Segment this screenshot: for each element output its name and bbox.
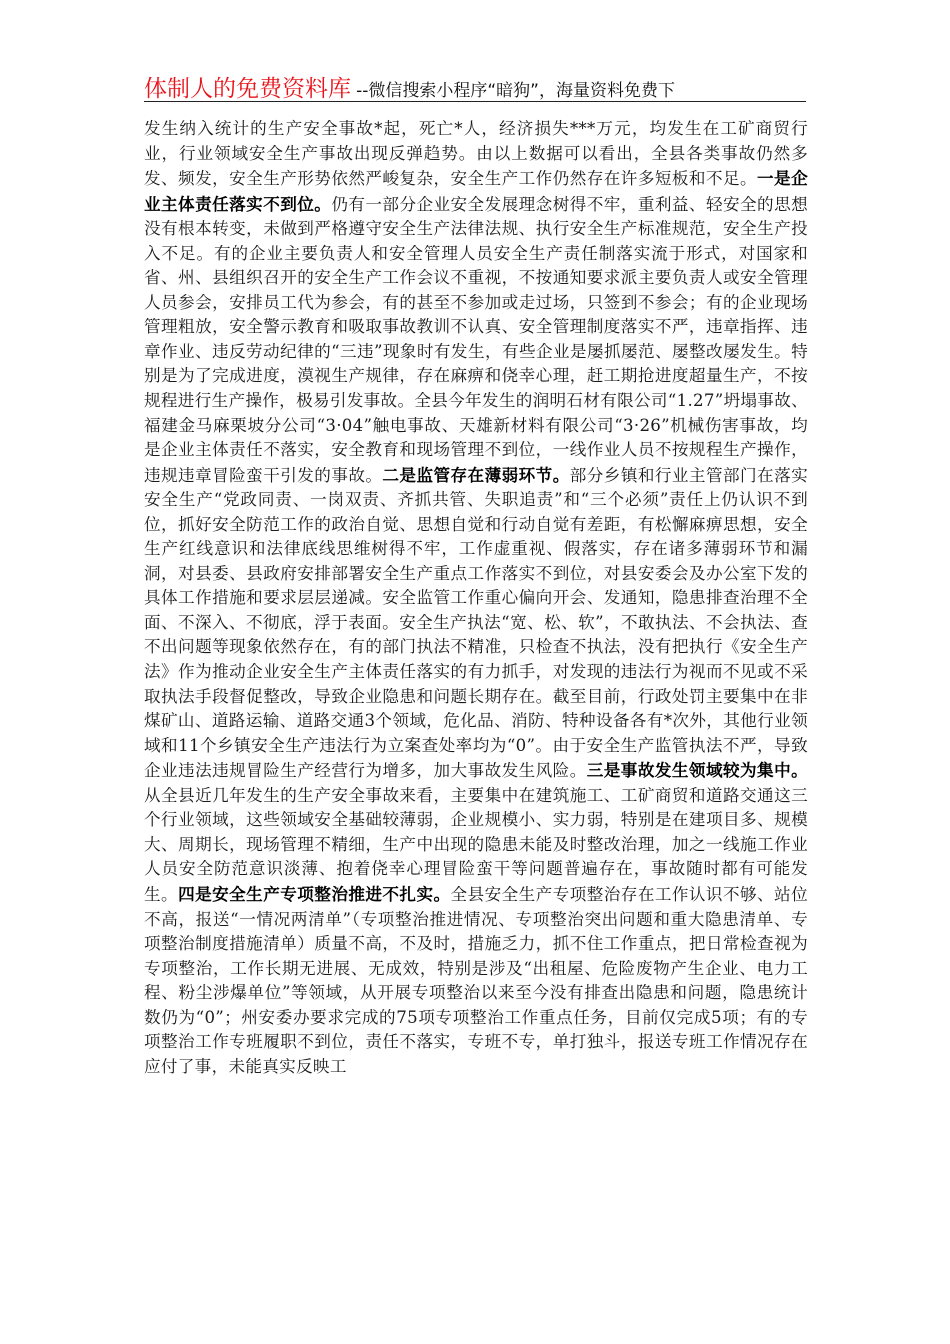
header-divider <box>144 101 806 102</box>
paragraph-text: 发生纳入统计的生产安全事故*起，死亡*人，经济损失***万元，均发生在工矿商贸行业，行业领域安全生产事故出现反弹趋势。由以上数据可以看出，全县各类事故仍然多发、频发，安全生产形势依然严峻复杂，安全生产工作仍然存在许多短板和不足。 <box>144 119 808 189</box>
header-brand: 体制人的免费资料库 <box>144 76 351 102</box>
paragraph-text: 全县安全生产专项整治存在工作认识不够、站位不高，报送“一情况两清单”（专项整治推进情况、专项整治突出问题和重大隐患清单、专项整治制度措施清单）质量不高，不及时，措施乏力，抓不住工作重点，把日常检查视为专项整治，工作长期无进展、无成效，特别是涉及“出租屋、危险废物产生企业、电力工程、粉尘涉爆单位”等领域，从开展专项整治以来至今没有排查出隐患和问题，隐患统计数仍为“0”；州安委办要求完成的75项专项整治工作重点任务，目前仅完成5项；有的专项整治工作专班履职不到位，责任不落实，专班不专，单打独斗，报送专班工作情况存在应付了事，未能真实反映工 <box>144 884 808 1076</box>
page-header <box>144 70 806 103</box>
header-tagline: --微信搜索小程序“暗狗”，海量资料免费下 <box>356 81 675 101</box>
section-heading-2: 二是监管存在薄弱环节。 <box>382 464 570 485</box>
paragraph-text: 部分乡镇和行业主管部门在落实安全生产“党政同责、一岗双责、齐抓共管、失职追责”和“三个必须”责任上仍认识不到位，抓好安全防范工作的政治自觉、思想自觉和行动自觉有差距，有松懈麻痹思想，安全生产红线意识和法律底线思维树得不牢，工作虚重视、假落实，存在诸多薄弱环节和漏洞，对县委、县政府安排部署安全生产重点工作落实不到位，对县安委会及办公室下发的具体工作措施和要求层层递减。安全监管工作重心偏向开会、发通知，隐患排查治理不全面、不深入、不彻底，浮于表面。安全生产执法“宽、松、软”，不敢执法、不会执法、查不出问题等现象依然存在，有的部门执法不精准，只检查不执法，没有把执行《安全生产法》作为推动企业安全生产主体责任落实的有力抓手，对发现的违法行为视而不见或不采取执法手段督促整改，导致企业隐患和问题长期存在。截至目前，行政处罚主要集中在非煤矿山、道路运输、道路交通3个领域，危化品、消防、特种设备各有*次外，其他行业领域和11个乡镇安全生产违法行为立案查处率均为“0”。由于安全生产监管执法不严，导致企业违法违规冒险生产经营行为增多，加大事故发生风险。 <box>144 465 808 781</box>
section-heading-4: 四是安全生产专项整治推进不扎实。 <box>178 883 451 904</box>
paragraph-text: 从全县近几年发生的生产安全事故来看，主要集中在建筑施工、工矿商贸和道路交通这三个行业领域，这些领域安全基础较薄弱，企业规模小、实力弱，特别是在建项目多、规模大、周期长，现场管理不精细，生产中出现的隐患未能及时整改治理，加之一线施工作业人员安全防范意识淡薄、抱着侥幸心理冒险蛮干等问题普遍存在，事故随时都有可能发生。 <box>144 785 808 904</box>
section-heading-1: 一是企业主体责任落实不到位。 <box>144 168 808 214</box>
paragraph-text: 仍有一部分企业安全发展理念树得不牢，重利益、轻安全的思想没有根本转变，未做到严格遵守安全生产法律法规、执行安全生产标准规范，安全生产投入不足。有的企业主要负责人和安全管理人员安全生产责任制落实流于形式，对国家和省、州、县组织召开的安全生产工作会议不重视，不按通知要求派主要负责人或安全管理人员参会，安排员工代为参会，有的甚至不参加或走过场，只签到不参会；有的企业现场管理粗放，安全警示教育和吸取事故教训不认真、安全管理制度落实不严，违章指挥、违章作业、违反劳动纪律的“三违”现象时有发生，有些企业是屡抓屡范、屡整改屡发生。特别是为了完成进度，漠视生产规律，存在麻痹和侥幸心理，赶工期抢进度超量生产，不按规程进行生产操作，极易引发事故。全县今年发生的润明石材有限公司“1.27”坍塌事故、福建金马麻栗坡分公司“3·04”触电事故、天雄新材料有限公司“3·26”机械伤害事故，均是企业主体责任不落实，安全教育和现场管理不到位，一线作业人员不按规程生产操作，违规违章冒险蛮干引发的事故。 <box>144 194 808 485</box>
section-heading-3: 三是事故发生领域较为集中。 <box>586 760 808 781</box>
document-body <box>144 117 808 1227</box>
